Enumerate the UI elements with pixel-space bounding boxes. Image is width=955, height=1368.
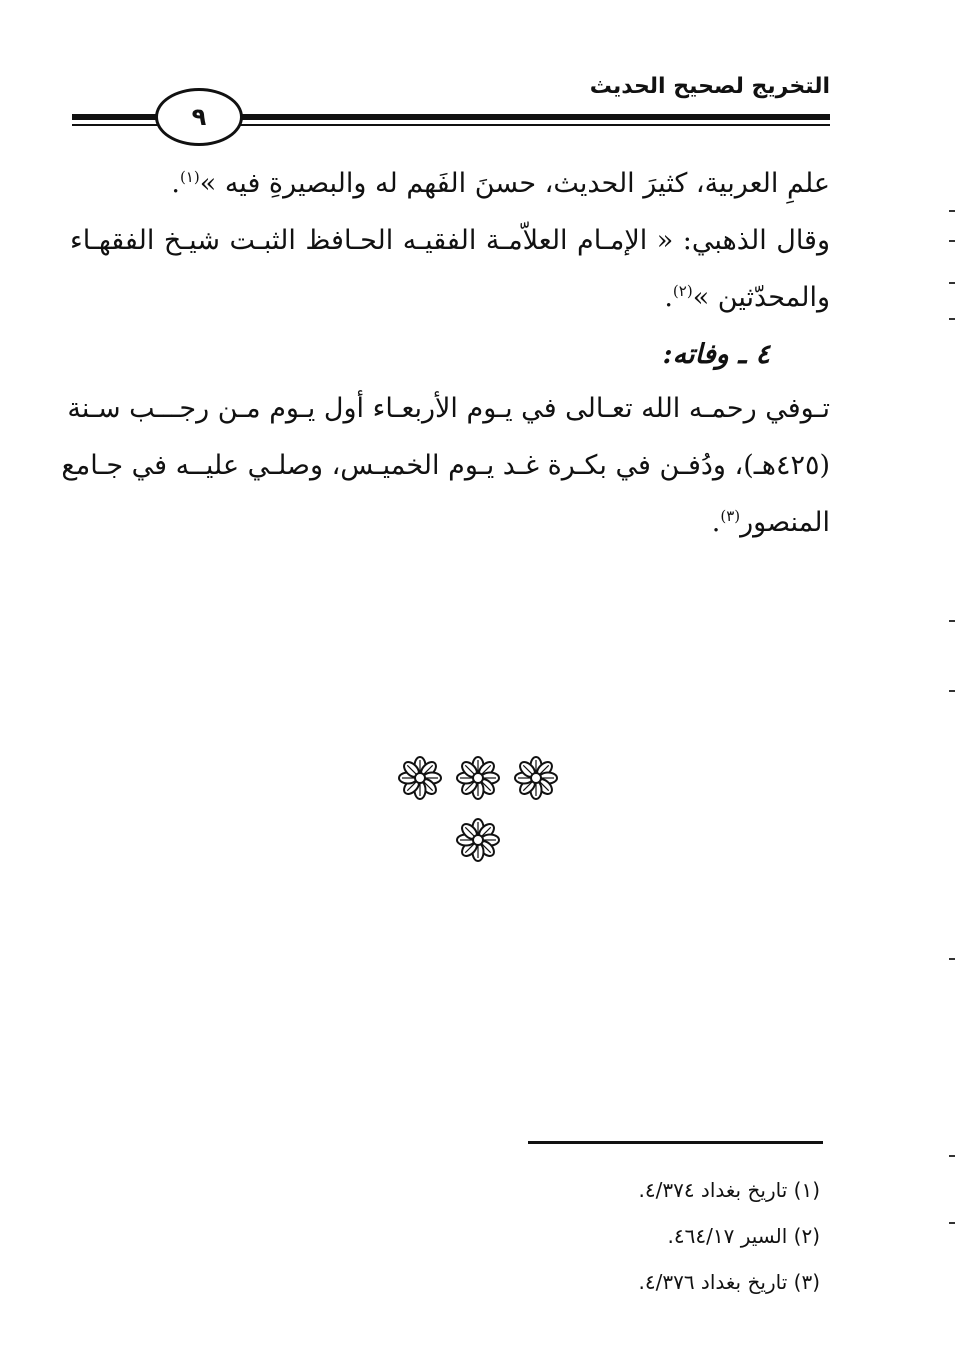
line-text: المنصور: [740, 507, 830, 538]
scan-mark: [949, 620, 955, 622]
line-text: علمِ العربية، كثيرَ الحديث، حسنَ الفَهم له والبصيرةِ فيه »: [199, 168, 830, 199]
line-end: .: [171, 168, 180, 199]
footnote-ref-2: (٢): [672, 282, 693, 300]
scan-mark: [949, 282, 955, 284]
scan-mark: [949, 318, 955, 320]
body-line-6: [712, 494, 830, 551]
running-header-title: التخريج لصحيح الحديث: [589, 74, 830, 99]
footnote-1: (١) تاريخ بغداد ٤/٣٧٤.: [638, 1178, 820, 1202]
ornament-row-top: [0, 756, 955, 800]
footnote-ref-3: (٣): [720, 507, 741, 525]
body-line-5: (٤٢٥هـ)، ودُفـن في بكـرة غـد يـوم الخميـس، وصلـي عليــه في جـامع: [61, 450, 830, 481]
eight-petal-flower-icon: [398, 756, 442, 800]
scan-mark: [949, 690, 955, 692]
eight-petal-flower-icon: [456, 756, 500, 800]
section-heading: ٤ ـ وفاته:: [662, 339, 770, 370]
footnote-2: (٢) السير ٤٦٤/١٧.: [667, 1224, 820, 1248]
eight-petal-flower-icon: [456, 818, 500, 862]
footnote-3: (٣) تاريخ بغداد ٤/٣٧٦.: [638, 1270, 820, 1294]
scan-mark: [949, 210, 955, 212]
line-text: والمحدّثين »: [692, 282, 830, 313]
line-end: .: [664, 282, 673, 313]
body-line-3: [664, 269, 830, 326]
line-end: .: [711, 507, 721, 538]
scan-mark: [949, 240, 955, 242]
footnote-ref-1: (١): [179, 168, 200, 186]
scan-mark: [949, 958, 955, 960]
scan-mark: [949, 1222, 955, 1224]
body-line-1: [171, 155, 830, 212]
page-number-badge: [155, 88, 243, 146]
page-number: ٩: [191, 103, 207, 131]
footnote-separator: [528, 1141, 823, 1144]
scan-mark: [949, 1155, 955, 1157]
body-line-2: وقال الذهبي: « الإمـام العلاّمـة الفقيـه الحـافظ الثبـت شيـخ الفقهـاء: [70, 225, 830, 256]
body-line-4: تـوفي رحمـه الله تعـالى في يـوم الأربعـاء أول يـوم مـن رجـــب سـنة: [67, 393, 830, 424]
body-text: [61, 155, 830, 555]
eight-petal-flower-icon: [514, 756, 558, 800]
ornament-row-bottom: [0, 818, 955, 862]
